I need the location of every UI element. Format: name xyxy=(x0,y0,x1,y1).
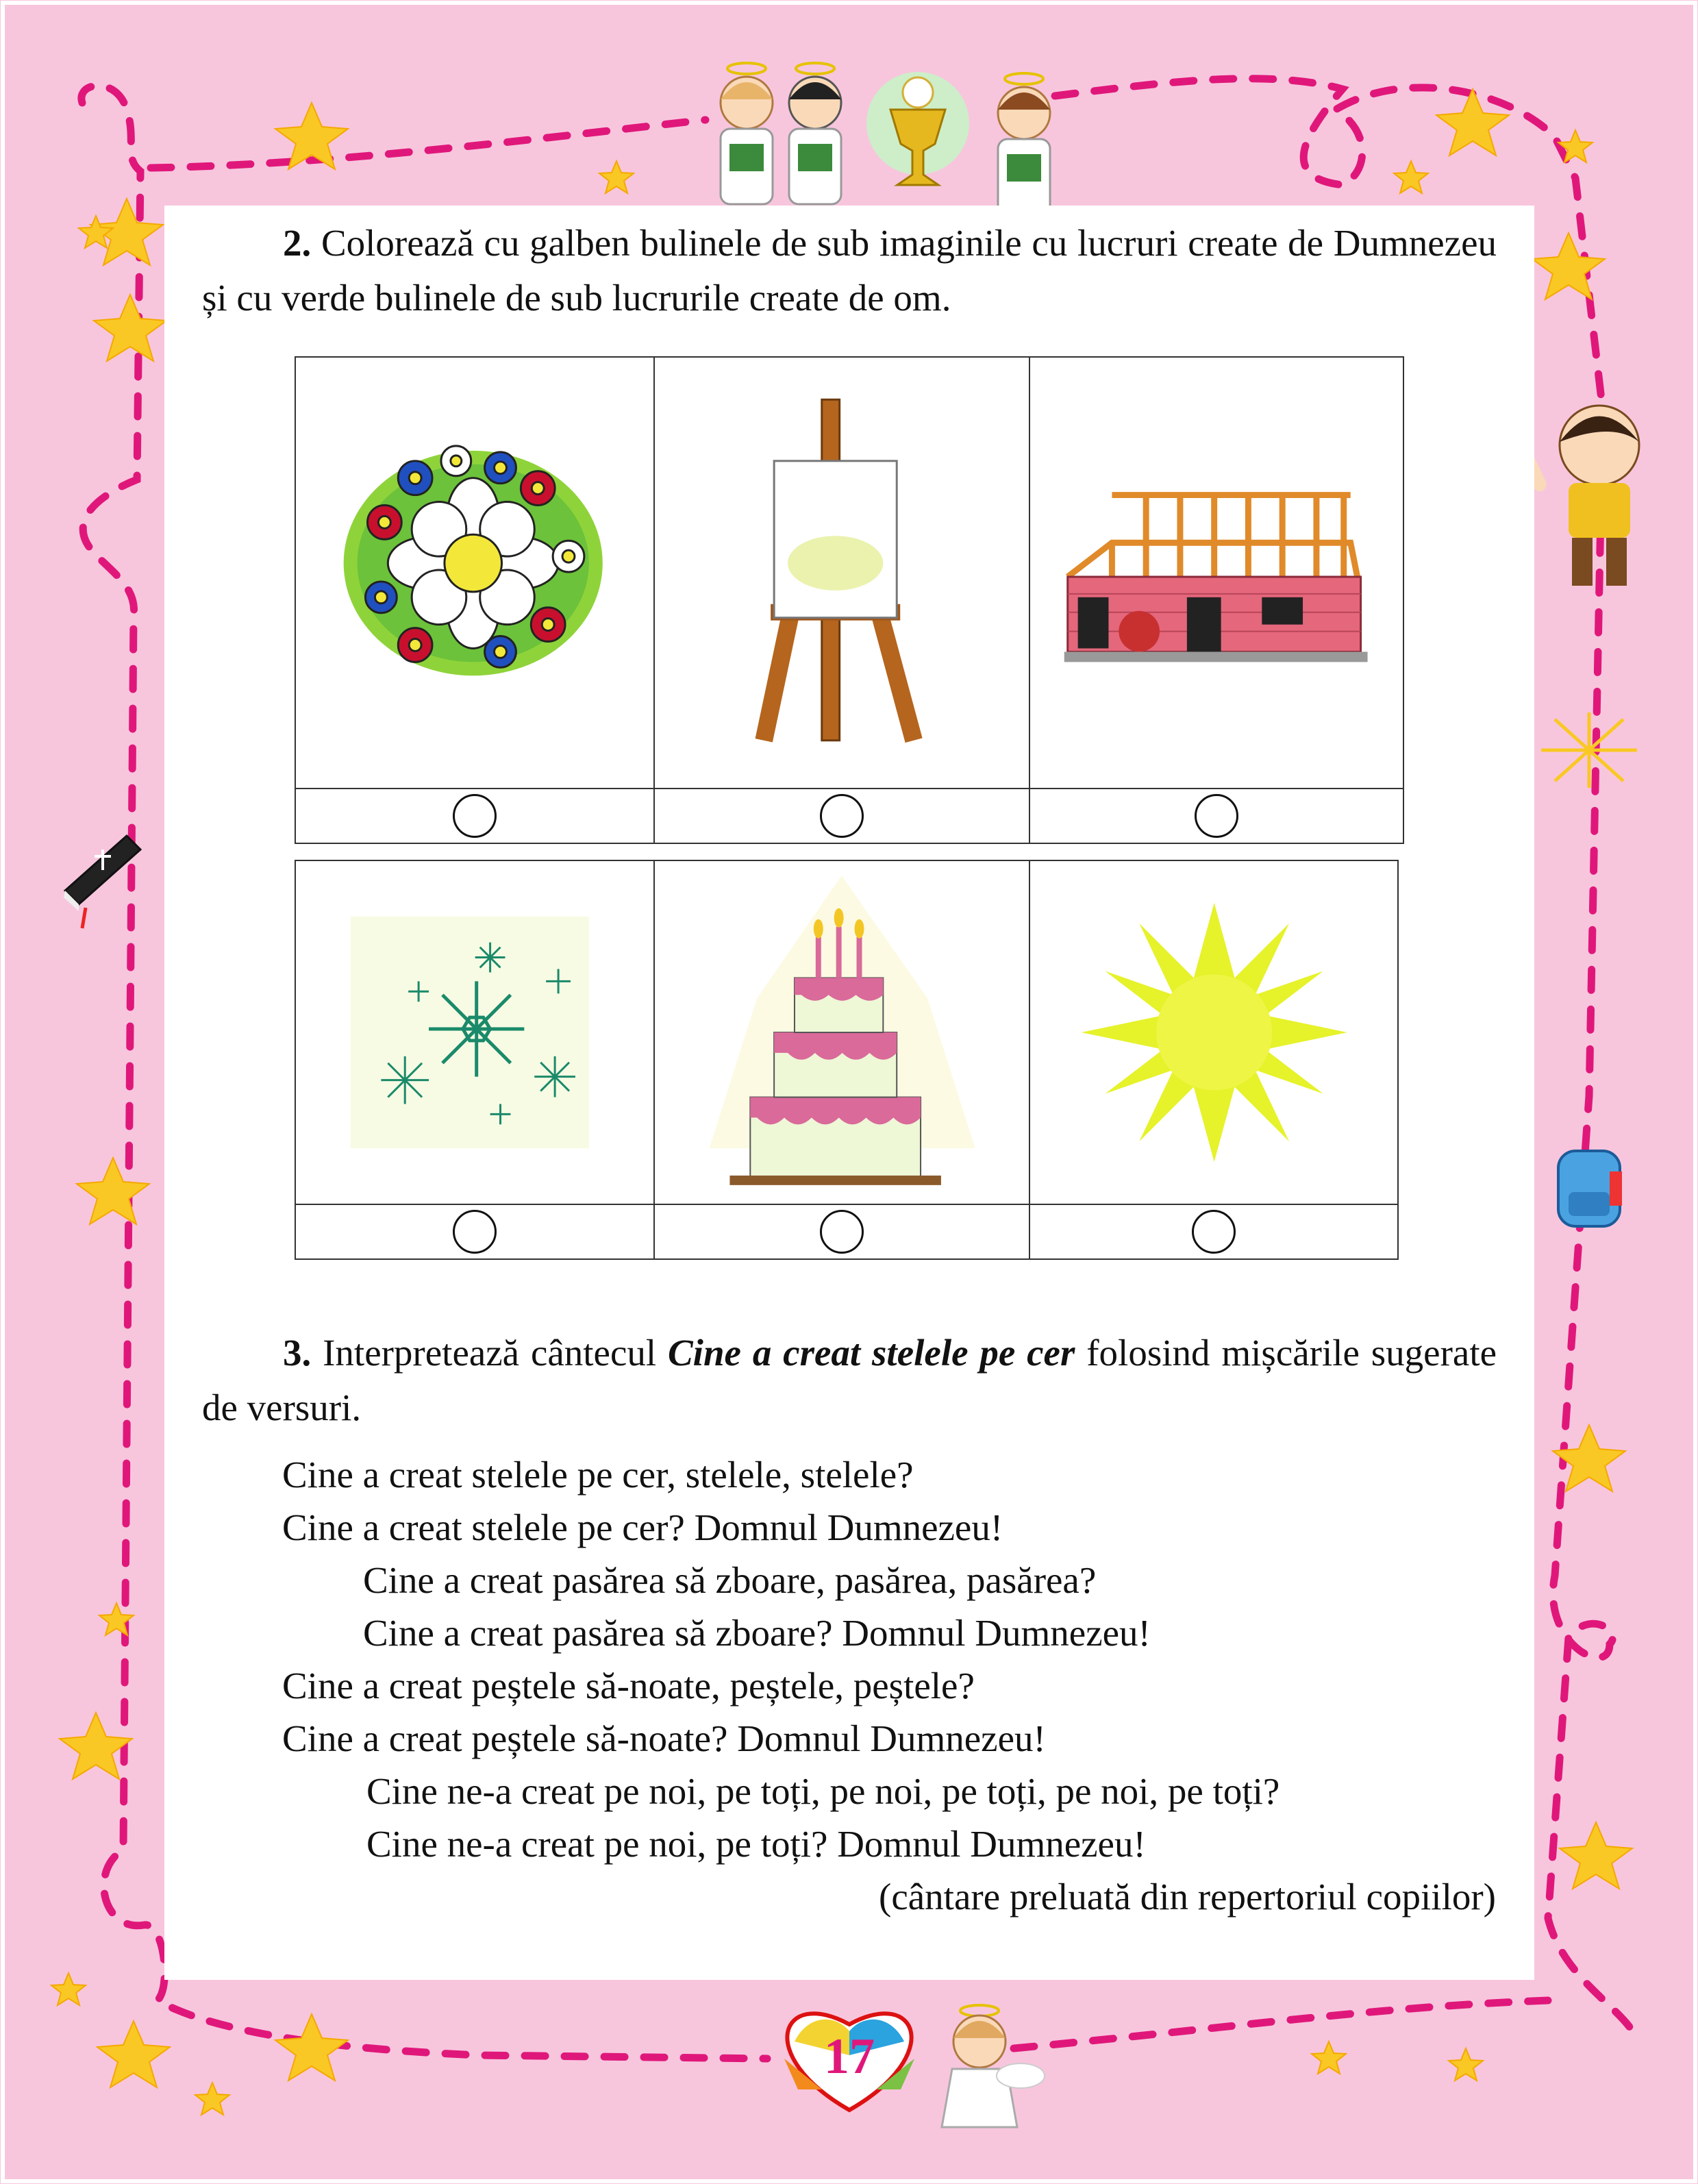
exercise-2-instruction xyxy=(202,216,1497,325)
picture-house xyxy=(1029,357,1403,789)
sparkle-icon xyxy=(1541,712,1637,788)
bubble-cell xyxy=(1029,789,1403,843)
exercise-3-text-after: folosind mișcările sugerate de versuri. xyxy=(202,1332,1497,1428)
picture-snowflakes xyxy=(295,860,654,1204)
lyric-line: Cine a creat stelele pe cer, stelele, stelele? xyxy=(282,1454,914,1496)
backpack-icon xyxy=(1558,1151,1622,1226)
picture-easel xyxy=(654,357,1029,789)
coloring-bubble[interactable] xyxy=(820,1210,864,1254)
picture-cake xyxy=(654,860,1029,1204)
coloring-bubble[interactable] xyxy=(1192,1210,1236,1254)
coloring-bubble[interactable] xyxy=(453,1210,497,1254)
bubble-cell xyxy=(1029,1204,1398,1259)
exercise-3-number: 3. xyxy=(283,1332,312,1374)
bubble-cell xyxy=(295,789,654,843)
lyric-line: Cine a creat pasărea să zboare? Domnul Dumnezeu! xyxy=(363,1612,1151,1654)
exercise-2-number: 2. xyxy=(283,222,312,264)
bubble-cell xyxy=(654,1204,1029,1259)
exercise-3-text-before: Interpretează cântecul xyxy=(323,1332,668,1374)
song-credit: (cântare preluată din repertoriul copiilor) xyxy=(879,1876,1496,1918)
easel-icon xyxy=(655,358,1028,788)
lyric-line: Cine ne-a creat pe noi, pe toți? Domnul Dumnezeu! xyxy=(366,1823,1146,1865)
picture-flowers xyxy=(295,357,654,789)
picture-sun xyxy=(1029,860,1398,1204)
bubble-cell xyxy=(295,1204,654,1259)
coloring-bubble[interactable] xyxy=(820,794,864,838)
exercise-3-instruction xyxy=(202,1326,1497,1435)
lyric-line: Cine a creat peștele să-noate? Domnul Dumnezeu! xyxy=(282,1717,1046,1759)
lyric-line: Cine a creat peștele să-noate, peștele, peștele? xyxy=(282,1665,975,1707)
praying-angel-icon xyxy=(942,2005,1045,2127)
lyric-line: Cine a creat stelele pe cer? Domnul Dumnezeu! xyxy=(282,1506,1003,1548)
lyric-line: Cine a creat pasărea să zboare, pasărea, pasărea? xyxy=(363,1559,1097,1601)
coloring-bubble[interactable] xyxy=(453,794,497,838)
birthday-cake-icon xyxy=(655,861,1028,1204)
sun-icon xyxy=(1030,861,1397,1204)
picture-grid-top xyxy=(295,356,1404,844)
lyric-line: Cine ne-a creat pe noi, pe toți, pe noi, pe toți, pe noi, pe toți? xyxy=(366,1770,1280,1812)
picture-grid-bottom xyxy=(295,860,1399,1260)
angels-icon xyxy=(721,63,1050,214)
house-construction-icon xyxy=(1030,358,1403,788)
exercise-2-text: Colorează cu galben bulinele de sub imaginile cu lucruri create de Dumnezeu și cu verde bulinele de sub lucrurile create de om. xyxy=(202,222,1497,319)
snowflakes-icon xyxy=(296,861,653,1204)
coloring-bubble[interactable] xyxy=(1195,794,1238,838)
flowers-icon xyxy=(296,358,653,788)
song-title: Cine a creat stelele pe cer xyxy=(668,1332,1075,1374)
bubble-cell xyxy=(654,789,1029,843)
page-number: 17 xyxy=(824,2028,875,2085)
